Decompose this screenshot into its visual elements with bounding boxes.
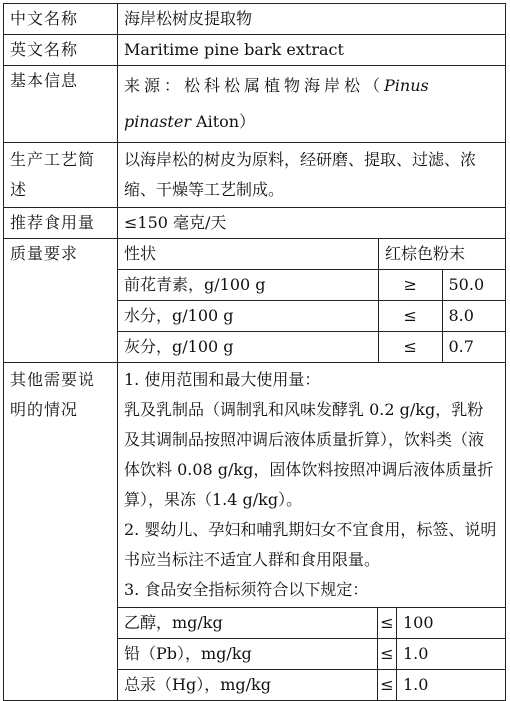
safety-subtable: [117, 607, 506, 701]
quality-header-row: [118, 239, 506, 270]
quality-item-value: 8.0: [442, 301, 506, 332]
quality-item-name: 水分，g/100 g: [118, 301, 379, 332]
quality-label: 质量要求: [4, 239, 118, 363]
quality-item-row: [118, 332, 506, 363]
safety-item-value: 100: [397, 608, 506, 639]
quality-item-op: ≥: [379, 270, 443, 301]
safety-item-row: [118, 670, 506, 701]
quality-item-value: 50.0: [442, 270, 506, 301]
row-en-name: [4, 35, 506, 66]
row-other: [4, 363, 506, 701]
other-cell: [118, 363, 506, 701]
quality-item-row: [118, 301, 506, 332]
row-process: [4, 143, 506, 208]
quality-cell: [118, 239, 506, 363]
quality-header-name: 性状: [118, 239, 379, 270]
spec-table: [3, 3, 506, 701]
intake-value: ≤150 毫克/天: [118, 208, 506, 239]
quality-item-op: ≤: [379, 301, 443, 332]
quality-subtable: [117, 238, 506, 363]
quality-item-row: [118, 270, 506, 301]
basic-info-value: [118, 66, 506, 143]
en-name-label: 英文名称: [4, 35, 118, 66]
process-value: 以海岸松的树皮为原料，经研磨、提取、过滤、浓缩、干燥等工艺制成。: [118, 143, 506, 208]
quality-item-op: ≤: [379, 332, 443, 363]
row-basic-info: [4, 66, 506, 143]
intake-label: 推荐食用量: [4, 208, 118, 239]
cn-name-value: 海岸松树皮提取物: [118, 4, 506, 35]
safety-item-op: ≤: [378, 608, 397, 639]
other-text-block: [118, 363, 505, 607]
other-para-3: 3. 食品安全指标须符合以下规定：: [124, 580, 369, 599]
other-para-1-title: 1. 使用范围和最大使用量：: [124, 370, 321, 389]
latin-genus: Pinus: [384, 76, 429, 95]
row-intake: [4, 208, 506, 239]
latin-species: pinaster: [124, 112, 191, 131]
process-label: 生产工艺简述: [4, 143, 118, 208]
quality-item-value: 0.7: [442, 332, 506, 363]
row-cn-name: [4, 4, 506, 35]
other-para-1-body: 乳及乳制品（调制乳和风味发酵乳 0.2 g/kg，乳粉及其调制品按照冲调后液体质量折算），饮料类（液体饮料 0.08 g/kg，固体饮料按照冲调后液体质量折算），果冻（1.4 g/kg）。: [124, 400, 494, 509]
safety-item-op: ≤: [378, 670, 397, 701]
safety-item-op: ≤: [378, 639, 397, 670]
safety-item-value: 1.0: [397, 639, 506, 670]
other-label: 其他需要说明的情况: [4, 363, 118, 701]
cn-name-label: 中文名称: [4, 4, 118, 35]
safety-item-row: [118, 608, 506, 639]
safety-item-value: 1.0: [397, 670, 506, 701]
en-name-value: Maritime pine bark extract: [118, 35, 506, 66]
safety-item-name: 乙醇，mg/kg: [118, 608, 378, 639]
other-para-2: 2. 婴幼儿、孕妇和哺乳期妇女不宜食用，标签、说明书应当标注不适宜人群和食用限量。: [124, 520, 497, 569]
safety-item-name: 总汞（Hg），mg/kg: [118, 670, 378, 701]
source-prefix: 来源：松科松属植物海岸松（: [124, 76, 385, 95]
quality-item-name: 灰分，g/100 g: [118, 332, 379, 363]
quality-header-value: 红棕色粉末: [379, 239, 506, 270]
row-quality: [4, 239, 506, 363]
quality-item-name: 前花青素，g/100 g: [118, 270, 379, 301]
basic-info-label: 基本信息: [4, 66, 118, 143]
safety-item-name: 铅（Pb），mg/kg: [118, 639, 378, 670]
safety-item-row: [118, 639, 506, 670]
latin-author: Aiton）: [190, 112, 256, 131]
